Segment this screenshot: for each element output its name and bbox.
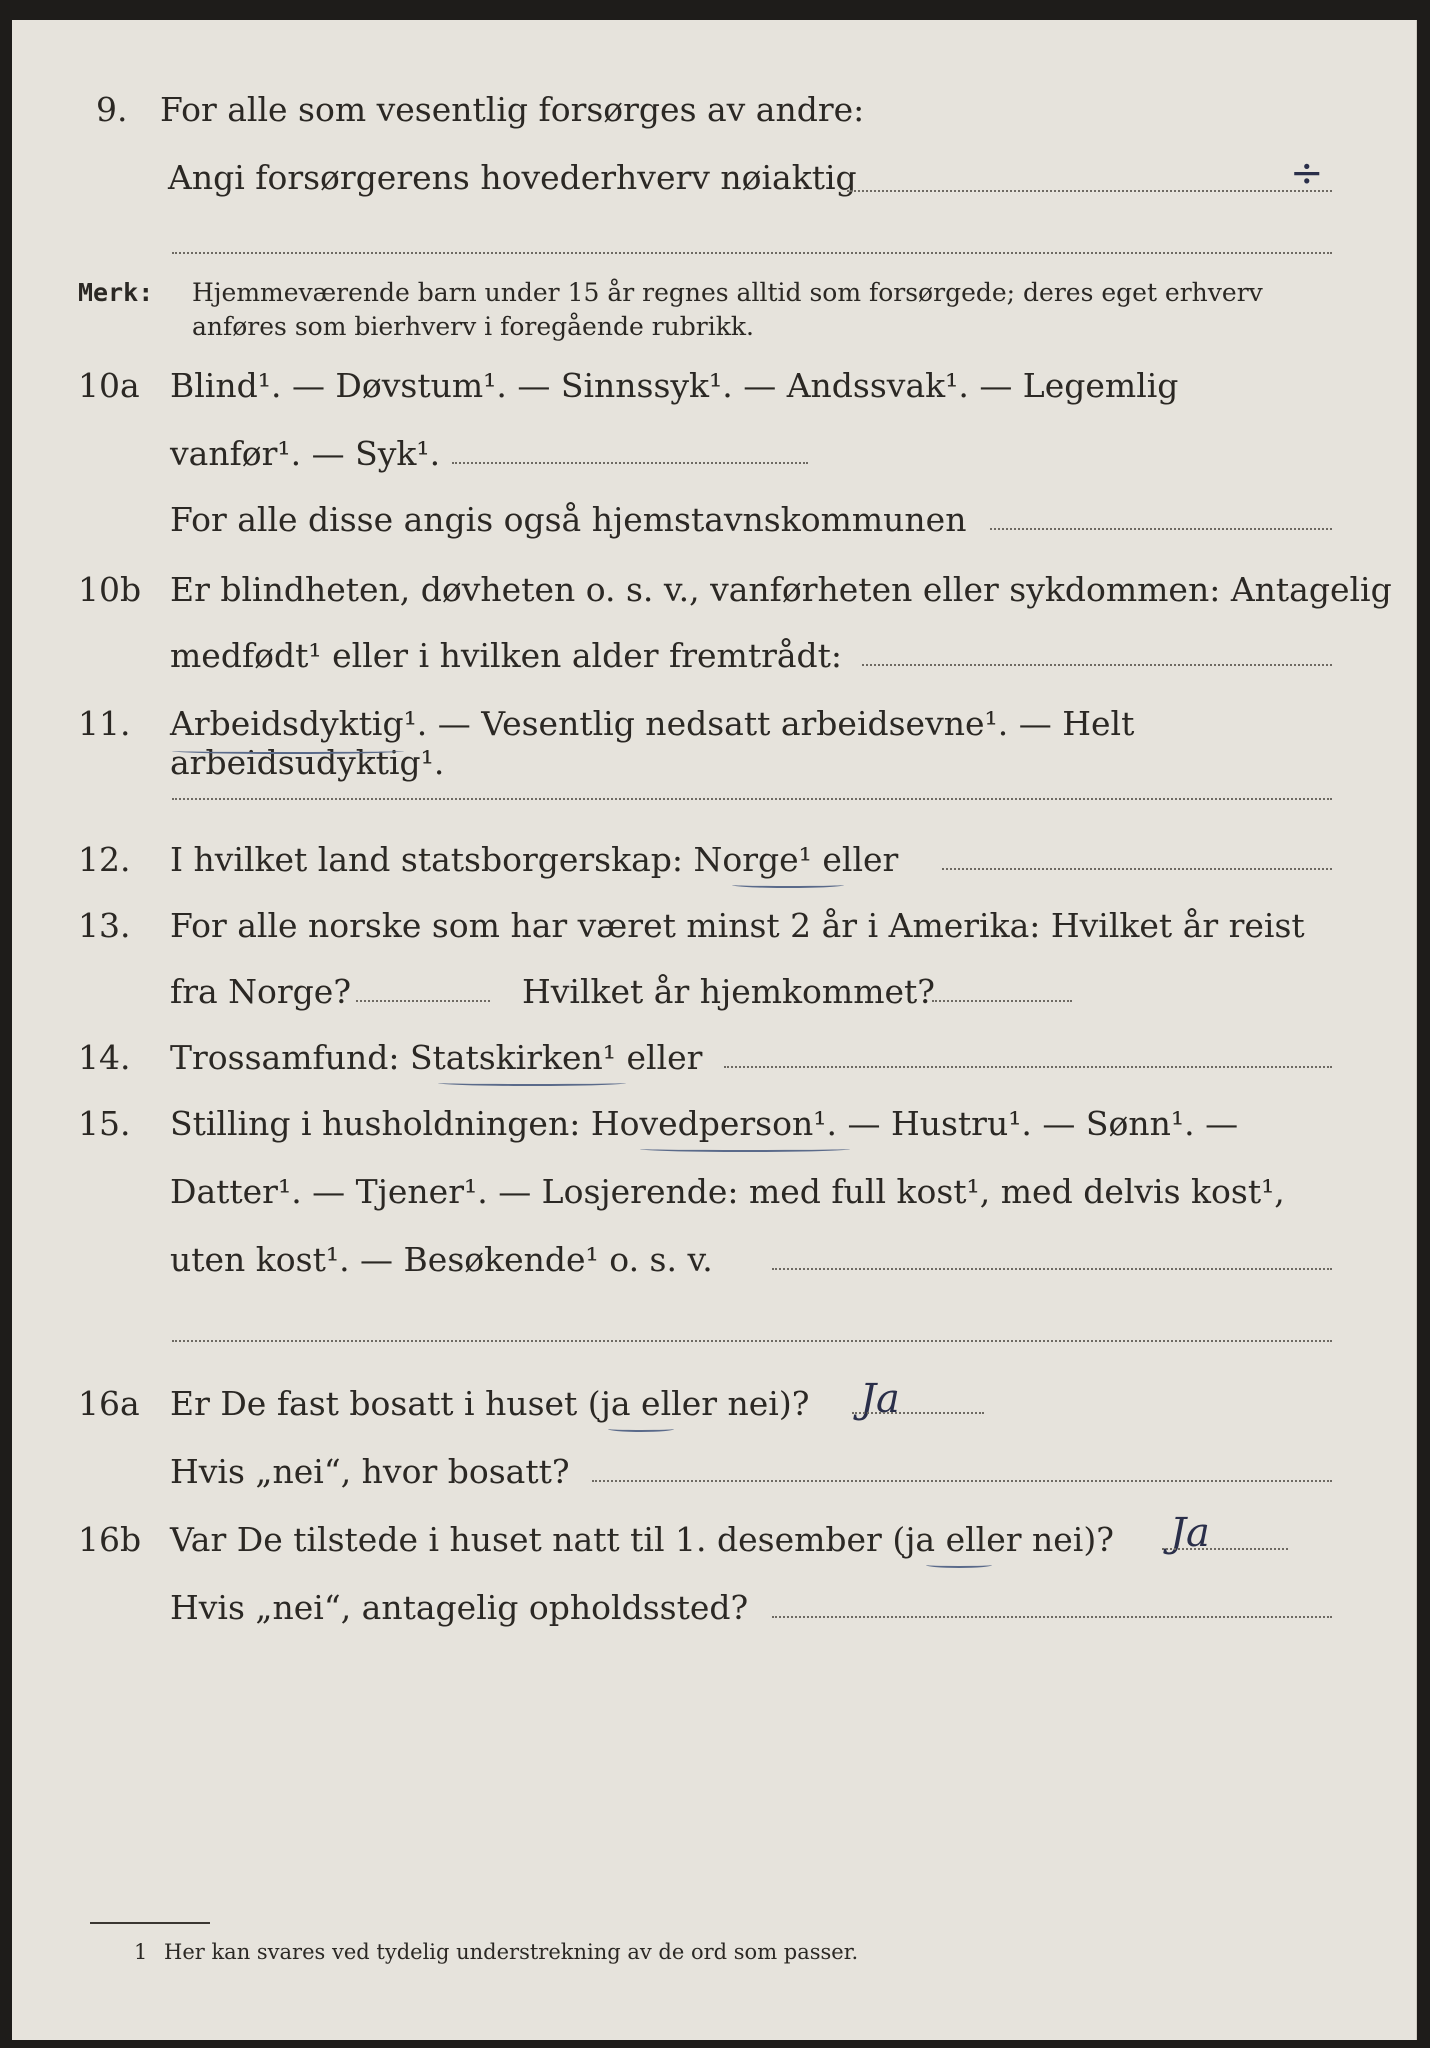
q16a-answer-line[interactable]	[852, 1412, 984, 1414]
merk-line-2: anføres som bierhverv i foregående rubrikk.	[192, 312, 754, 341]
q9-answer-line[interactable]	[847, 190, 1332, 192]
q12-line-1: I hvilket land statsborgerskap: Norge¹ eller	[170, 840, 899, 879]
q15-underline-hovedperson	[640, 1146, 850, 1152]
q12-number: 12.	[78, 840, 131, 879]
q14-line-1: Trossamfund: Statskirken¹ eller	[170, 1038, 703, 1077]
q13-number: 13.	[78, 906, 131, 945]
q16b-line-1: Var De tilstede i huset natt til 1. desember (ja eller nei)?	[170, 1520, 1114, 1559]
q15-extra-line[interactable]	[172, 1340, 1332, 1342]
q14-answer-line[interactable]	[724, 1066, 1332, 1068]
q10b-line-2: medfødt¹ eller i hvilken alder fremtrådt:	[170, 636, 843, 675]
q10b-line-1: Er blindheten, døvheten o. s. v., vanførheten eller sykdommen: Antagelig	[170, 570, 1392, 609]
q9-title: For alle som vesentlig forsørges av andre:	[160, 90, 865, 129]
q16b-number: 16b	[78, 1520, 142, 1559]
q15-line-1: Stilling i husholdningen: Hovedperson¹. — Hustru¹. — Sønn¹. —	[170, 1104, 1239, 1143]
q16b-handwritten-answer: Ja	[1170, 1510, 1210, 1556]
footnote-marker: 1	[134, 1940, 148, 1964]
q16b-underline-ja	[926, 1562, 992, 1568]
q13-hjemkommet-line[interactable]	[932, 1000, 1072, 1002]
census-form-page	[12, 20, 1417, 2040]
q10a-line-3: For alle disse angis også hjemstavnskommunen	[170, 500, 967, 539]
q16a-bosatt-line[interactable]	[592, 1480, 1332, 1482]
q11-extra-line[interactable]	[172, 798, 1332, 800]
q11-underline-arbeidsdyktig	[172, 748, 404, 754]
q16a-line-2: Hvis „nei“, hvor bosatt?	[170, 1452, 570, 1491]
q15-line-2: Datter¹. — Tjener¹. — Losjerende: med full kost¹, med delvis kost¹,	[170, 1172, 1285, 1211]
q10b-number: 10b	[78, 570, 142, 609]
q9-extra-line[interactable]	[172, 252, 1332, 254]
q10a-syk-line[interactable]	[452, 462, 808, 464]
footnote-rule	[90, 1922, 210, 1924]
q13-line-2a: fra Norge?	[170, 972, 352, 1011]
q13-reist-line[interactable]	[356, 1000, 490, 1002]
q15-number: 15.	[78, 1104, 131, 1143]
q16b-line-2: Hvis „nei“, antagelig opholdssted?	[170, 1588, 749, 1627]
q14-underline-statskirken	[438, 1080, 626, 1086]
q9-prompt: Angi forsørgerens hovederhverv nøiaktig	[168, 158, 857, 197]
merk-label: Merk:	[78, 278, 154, 307]
q10a-line-2: vanfør¹. — Syk¹.	[170, 434, 441, 473]
q16a-handwritten-answer: Ja	[860, 1376, 900, 1422]
q10b-answer-line[interactable]	[862, 664, 1332, 666]
q12-underline-norge	[732, 882, 844, 888]
footnote-text: Her kan svares ved tydelig understrekning av de ord som passer.	[164, 1940, 859, 1964]
q12-answer-line[interactable]	[942, 868, 1332, 870]
merk-line-1: Hjemmeværende barn under 15 år regnes alltid som forsørgede; deres eget erhverv	[192, 278, 1263, 307]
q11-number: 11.	[78, 704, 131, 743]
q10a-line-1: Blind¹. — Døvstum¹. — Sinnssyk¹. — Andssvak¹. — Legemlig	[170, 366, 1179, 405]
q16a-line-1: Er De fast bosatt i huset (ja eller nei)?	[170, 1384, 810, 1423]
q9-handwritten-answer: ÷	[1290, 150, 1324, 196]
q16a-underline-ja	[608, 1426, 674, 1432]
q9-number: 9.	[96, 90, 128, 129]
q16b-opholdssted-line[interactable]	[772, 1616, 1332, 1618]
q16a-number: 16a	[78, 1384, 140, 1423]
q16b-answer-line[interactable]	[1162, 1548, 1288, 1550]
q15-answer-line[interactable]	[772, 1268, 1332, 1270]
q11-line-1: Arbeidsdyktig¹. — Vesentlig nedsatt arbeidsevne¹. — Helt arbeidsudyktig¹.	[170, 704, 1135, 782]
q15-line-3: uten kost¹. — Besøkende¹ o. s. v.	[170, 1240, 713, 1279]
q10a-number: 10a	[78, 366, 140, 405]
q13-line-1: For alle norske som har været minst 2 år i Amerika: Hvilket år reist	[170, 906, 1305, 945]
q14-number: 14.	[78, 1038, 131, 1077]
q10a-hjemstavn-line[interactable]	[990, 528, 1332, 530]
q13-line-2b: Hvilket år hjemkommet?	[522, 972, 935, 1011]
